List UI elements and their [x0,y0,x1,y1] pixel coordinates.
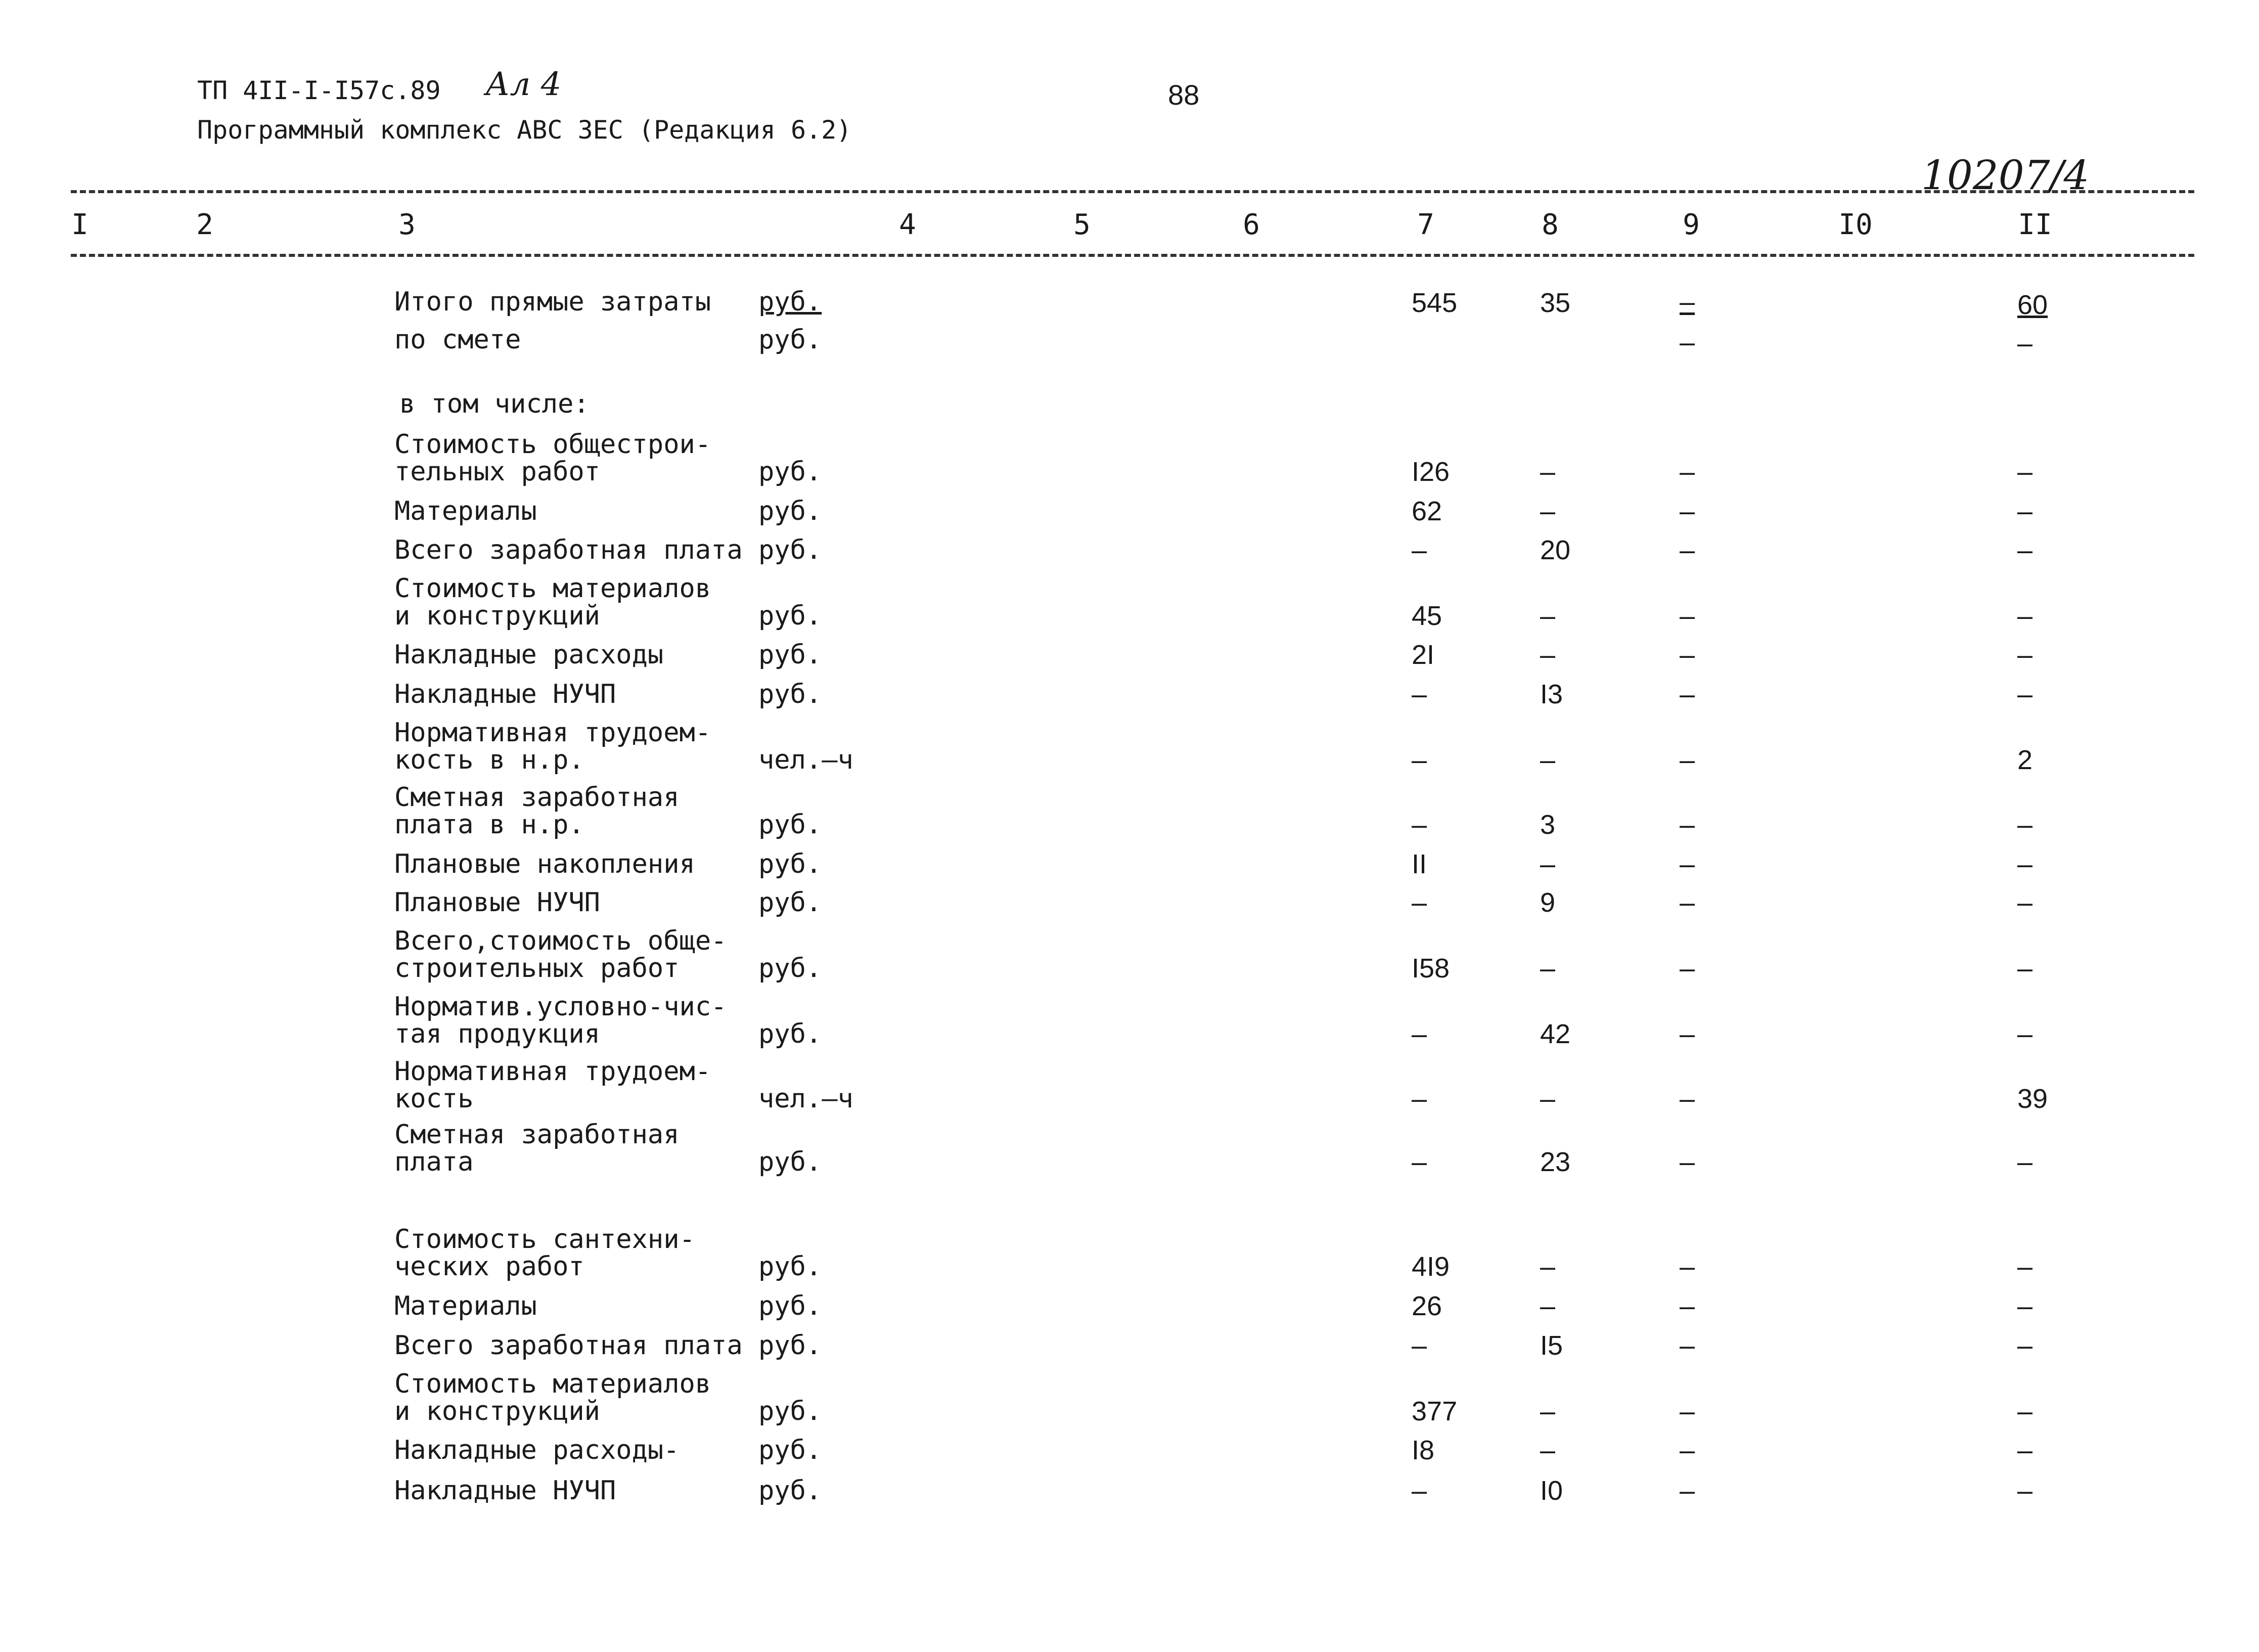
column-header-9: 9 [1683,208,1700,241]
row-col11: – [2017,1330,2033,1361]
row-col7: I8 [1412,1435,1435,1465]
row-col9: – [1680,745,1695,775]
row-col8: 3 [1540,810,1556,840]
row-unit: руб. [758,1252,822,1282]
row-unit: руб. [758,1147,822,1177]
row-label: Стоимость общестрои- тельных работ [394,429,711,487]
row-unit: руб. [758,849,822,879]
row-unit: руб. [758,535,822,565]
row-col7: – [1412,1476,1427,1506]
header-rule-bottom [71,254,2194,257]
row-label: Материалы [394,496,537,526]
handwritten-note: Ал 4 [485,66,562,103]
row-col7: – [1412,1330,1427,1361]
totals-col11-2: – [2017,328,2033,359]
row-label: Накладные НУЧП [394,679,616,709]
row-col9: – [1680,640,1695,670]
row-col11: – [2017,953,2033,984]
row-col11: – [2017,1147,2033,1177]
row-col8: 20 [1540,535,1571,565]
document-subtitle: Программный комплекс АВС 3ЕС (Редакция 6.2) [197,115,852,145]
row-col7: – [1412,1019,1427,1049]
row-col11: – [2017,601,2033,631]
row-col11: – [2017,496,2033,526]
row-col8: – [1540,745,1556,775]
totals-label-2: по смете [394,325,521,355]
column-header-11: II [2018,208,2052,241]
row-label: Накладные расходы [394,640,664,670]
row-label: Всего заработная плата [394,1330,743,1361]
row-col7: 2I [1412,640,1435,670]
row-col7: 4I9 [1412,1252,1450,1282]
row-unit: руб. [758,953,822,984]
row-col11: – [2017,535,2033,565]
row-col11: – [2017,1396,2033,1426]
totals-unit-2: руб. [758,325,822,355]
column-header-8: 8 [1542,208,1559,241]
row-col8: – [1540,1435,1556,1465]
totals-label-1: Итого прямые затраты [394,287,711,317]
row-col8: 23 [1540,1147,1571,1177]
row-col9: – [1680,1147,1695,1177]
row-col7: I26 [1412,457,1450,487]
row-label: Стоимость материалов и конструкций [394,573,711,631]
row-col11: – [2017,1291,2033,1321]
row-col7: – [1412,679,1427,709]
row-unit: руб. [758,679,822,709]
row-unit: руб. [758,1330,822,1361]
row-col7: – [1412,1147,1427,1177]
row-label: Нормативная трудоем- кость [394,1056,711,1114]
row-col11: 2 [2017,745,2033,775]
column-header-2: 2 [196,208,213,241]
row-col8: 9 [1540,887,1556,918]
document-code: ТП 4II-I-I57с.89 [197,76,441,105]
row-label: Материалы [394,1291,537,1321]
row-col9: – [1680,1084,1695,1114]
row-col11: – [2017,1252,2033,1282]
row-label: Плановые накопления [394,849,695,879]
row-unit: руб. [758,810,822,840]
row-label: Накладные расходы- [394,1435,680,1465]
row-col9: – [1680,1435,1695,1465]
row-col8: – [1540,1396,1556,1426]
row-unit: руб. [758,1019,822,1049]
totals-col9-1: – [1680,287,1695,317]
totals-col8: 35 [1540,288,1571,318]
row-col8: – [1540,1291,1556,1321]
row-col9: – [1680,679,1695,709]
row-col11: – [2017,1476,2033,1506]
totals-col9-2: – [1680,327,1695,358]
page-number: 88 [1168,79,1200,111]
row-label: Норматив.условно-чис- тая продукция [394,992,727,1049]
row-unit: руб. [758,1476,822,1506]
row-col7: – [1412,745,1427,775]
row-col11: – [2017,1435,2033,1465]
row-col7: 26 [1412,1291,1442,1321]
row-col7: 377 [1412,1396,1458,1426]
row-col11: – [2017,810,2033,840]
row-col9: – [1680,1476,1695,1506]
row-unit: руб. [758,1291,822,1321]
totals-unit-1: руб. [758,287,822,317]
row-col9: – [1680,1252,1695,1282]
row-unit: чел.–ч [758,745,853,775]
row-col8: – [1540,953,1556,984]
row-label: Накладные НУЧП [394,1476,616,1506]
row-col9: – [1680,535,1695,565]
row-col8: – [1540,1084,1556,1114]
row-label: Стоимость материалов и конструкций [394,1369,711,1426]
row-col7: – [1412,535,1427,565]
totals-col7: 545 [1412,288,1458,318]
row-col8: – [1540,849,1556,879]
row-unit: руб. [758,1435,822,1465]
row-col9: – [1680,496,1695,526]
row-col8: I3 [1540,679,1563,709]
row-col7: – [1412,810,1427,840]
row-label: Плановые НУЧП [394,887,600,918]
row-col9: – [1680,953,1695,984]
column-header-6: 6 [1243,208,1260,241]
row-col7: 45 [1412,601,1442,631]
row-col11: – [2017,457,2033,487]
column-header-7: 7 [1417,208,1434,241]
row-unit: руб. [758,640,822,670]
row-label: Сметная заработная плата в н.р. [394,782,680,840]
column-header-4: 4 [899,208,916,241]
row-col7: – [1412,1084,1427,1114]
document-number-handwritten: 10207/4 [1921,152,2090,199]
row-col9: – [1680,810,1695,840]
row-label: Нормативная трудоем- кость в н.р. [394,718,711,775]
row-col8: I5 [1540,1330,1563,1361]
row-unit: руб. [758,457,822,487]
including-label: в том числе: [399,389,590,419]
row-col9: – [1680,457,1695,487]
row-unit: руб. [758,887,822,918]
row-col9: – [1680,849,1695,879]
row-col8: – [1540,601,1556,631]
row-label: Стоимость сантехни- ческих работ [394,1224,695,1282]
row-col9: – [1680,1291,1695,1321]
row-col11: – [2017,849,2033,879]
row-col9: – [1680,887,1695,918]
row-col9: – [1680,1396,1695,1426]
row-col8: – [1540,1252,1556,1282]
row-label: Всего заработная плата [394,535,743,565]
totals-col11-1: 60 [2017,290,2048,320]
row-col8: – [1540,496,1556,526]
row-unit: руб. [758,1396,822,1426]
row-col9: – [1680,1330,1695,1361]
row-col11: – [2017,1019,2033,1049]
row-col7: – [1412,887,1427,918]
row-col9: – [1680,601,1695,631]
row-unit: чел.–ч [758,1084,853,1114]
row-col11: – [2017,887,2033,918]
row-col9: – [1680,1019,1695,1049]
row-label: Сметная заработная плата [394,1120,680,1177]
row-col7: I58 [1412,953,1450,984]
row-col11: 39 [2017,1084,2048,1114]
column-header-10: I0 [1838,208,1873,241]
row-col11: – [2017,640,2033,670]
column-header-1: I [71,208,88,241]
row-col7: 62 [1412,496,1442,526]
column-header-5: 5 [1073,208,1091,241]
row-col7: II [1412,849,1427,879]
row-col8: – [1540,457,1556,487]
row-col8: – [1540,640,1556,670]
row-col8: I0 [1540,1476,1563,1506]
row-col8: 42 [1540,1019,1571,1049]
row-unit: руб. [758,601,822,631]
header-rule-top [71,190,2194,193]
row-col11: – [2017,679,2033,709]
column-header-3: 3 [398,208,416,241]
row-label: Всего,стоимость обще- строительных работ [394,926,727,984]
row-unit: руб. [758,496,822,526]
